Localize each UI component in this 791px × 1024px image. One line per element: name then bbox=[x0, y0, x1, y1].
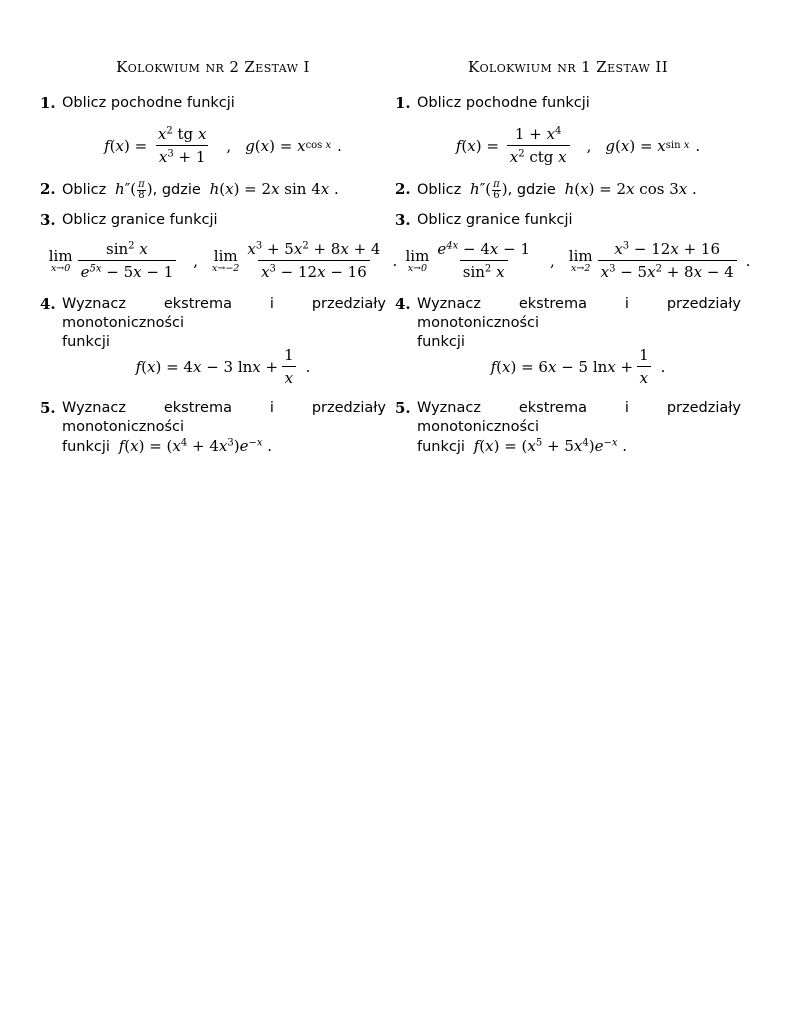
problem-text: Oblicz bbox=[417, 182, 462, 199]
problem-text-cont: funkcji bbox=[62, 439, 110, 455]
left-problem-4 bbox=[40, 295, 386, 352]
left-problem-1 bbox=[40, 94, 386, 113]
left-problem-2: 2. Oblicz h″( $\frac{\pi}{8}$ ), gdzie h(x) = 2x sin 4x . bbox=[40, 179, 339, 201]
problem-number: 3. bbox=[395, 211, 411, 229]
left-formula-3: lim x→0 $\frac{\sin^2 x}{e^{5x} - 5x - 1}$ , lim x→−2 $\frac{x^3 + 5x^2 + 8x + 4}{x^3 - 12x - 16}$ . bbox=[48, 240, 398, 281]
right-formula-1: f ( x ) = $\frac{1 + x^4}{x^2 ctg x}$ , g ( x ) = x sin x . bbox=[455, 125, 701, 166]
problem-text: Oblicz pochodne funkcji bbox=[417, 95, 590, 111]
problem-text: Oblicz bbox=[62, 182, 107, 199]
left-formula-4: f ( x ) = 4 x − 3 ln x + $\frac{1}{x}$ . bbox=[135, 346, 311, 387]
problem-text-gdzie: , gdzie bbox=[152, 182, 201, 199]
problem-number: 2. bbox=[40, 180, 56, 198]
problem-text-cont: funkcji bbox=[417, 439, 465, 455]
problem-number: 5. bbox=[40, 399, 56, 417]
problem-number: 3. bbox=[40, 211, 56, 229]
left-column bbox=[40, 58, 398, 457]
right-formula-4: f ( x ) = 6 x − 5 ln x + $\frac{1}{x}$ . bbox=[490, 346, 666, 387]
left-title: Kolokwium nr 2 Zestaw I bbox=[116, 58, 310, 76]
problem-number: 4. bbox=[395, 295, 411, 313]
left-problem-5: 5. Wyznacz ekstrema i przedziały monotoniczności funkcji $f(x) = (x^4 + 4x^3)e^{-x}$ . bbox=[40, 399, 386, 455]
right-problem-2: 2. Oblicz h″( $\frac{\pi}{6}$ ), gdzie h(x) = 2x cos 3x . bbox=[395, 179, 697, 201]
problem-text: Wyznacz ekstrema i przedziały monotoniczności bbox=[62, 400, 386, 435]
left-formula-1: f ( x ) = $\frac{x^2 tg x}{x^3 + 1}$ , g ( x ) = x cos x . bbox=[104, 125, 342, 166]
right-problem-5: 5. Wyznacz ekstrema i przedziały monotoniczności funkcji $f(x) = (x^5 + 5x^4)e^{-x}$ . bbox=[395, 399, 741, 455]
right-formula-3: lim x→0 $\frac{e^{4x} - 4x - 1}{\sin^2 x}$ , lim x→2 $\frac{x^3 - 12x + 16}{x^3 - 5x^2 + 8x - 4}$ . bbox=[405, 240, 751, 281]
problem-number: 5. bbox=[395, 399, 411, 417]
right-problem-4 bbox=[395, 295, 741, 352]
problem-text: Wyznacz ekstrema i przedziały monotoniczności bbox=[62, 296, 386, 331]
problem-number: 1. bbox=[40, 94, 56, 112]
problem-text: Wyznacz ekstrema i przedziały monotoniczności bbox=[417, 400, 741, 435]
problem-text: Oblicz granice funkcji bbox=[62, 212, 218, 228]
problem-text: Oblicz granice funkcji bbox=[417, 212, 573, 228]
problem-text: Wyznacz ekstrema i przedziały monotoniczności bbox=[417, 296, 741, 331]
right-problem-1 bbox=[395, 94, 741, 113]
problem-text-cont: funkcji bbox=[417, 334, 465, 350]
problem-number: 4. bbox=[40, 295, 56, 313]
problem-text: Oblicz pochodne funkcji bbox=[62, 95, 235, 111]
left-problem-3 bbox=[40, 211, 386, 230]
problem-text-cont: funkcji bbox=[62, 334, 110, 350]
right-column bbox=[395, 58, 751, 457]
right-problem-3 bbox=[395, 211, 741, 230]
problem-number: 2. bbox=[395, 180, 411, 198]
problem-text-gdzie: , gdzie bbox=[507, 182, 556, 199]
problem-number: 1. bbox=[395, 94, 411, 112]
right-title: Kolokwium nr 1 Zestaw II bbox=[467, 58, 669, 76]
